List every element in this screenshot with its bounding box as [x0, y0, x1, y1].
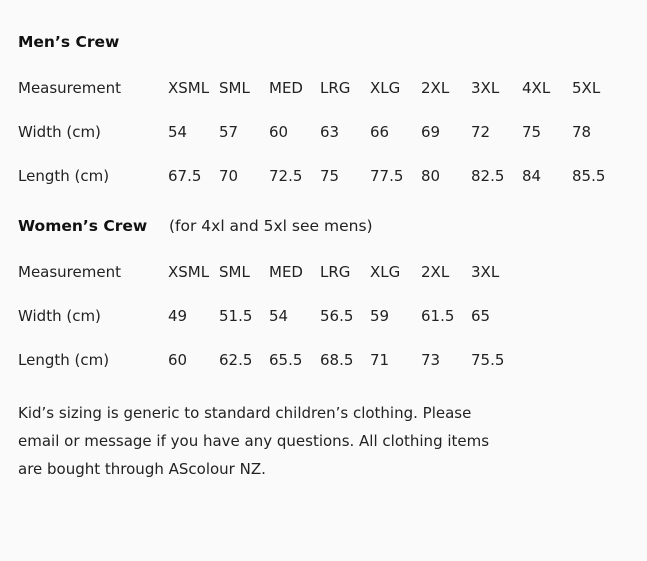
value-cell: 70: [219, 167, 239, 185]
value-cell: 71: [370, 351, 390, 369]
value-cell: 78: [572, 123, 592, 141]
value-cell: 54: [168, 123, 188, 141]
size-cell: 4XL: [522, 79, 551, 97]
mens-crew-heading: Men’s Crew: [18, 33, 120, 51]
value-cell: 72: [471, 123, 491, 141]
value-cell: 60: [269, 123, 289, 141]
paragraph-line: email or message if you have any questions. All clothing items: [18, 432, 490, 450]
value-cell: 57: [219, 123, 239, 141]
value-cell: 75.5: [471, 351, 505, 369]
value-cell: 62.5: [219, 351, 253, 369]
value-cell: 82.5: [471, 167, 505, 185]
womens-size-note: (for 4xl and 5xl see mens): [169, 217, 373, 235]
size-cell: MED: [269, 263, 303, 281]
womens-crew-heading: Women’s Crew: [18, 217, 148, 235]
value-cell: 51.5: [219, 307, 253, 325]
row-label: Width (cm): [18, 307, 101, 325]
value-cell: 75: [320, 167, 340, 185]
paragraph-line: Kid’s sizing is generic to standard children’s clothing. Please: [18, 404, 472, 422]
value-cell: 54: [269, 307, 289, 325]
value-cell: 80: [421, 167, 441, 185]
size-cell: 5XL: [572, 79, 601, 97]
value-cell: 72.5: [269, 167, 303, 185]
row-label: Measurement: [18, 263, 121, 281]
size-cell: XSML: [168, 79, 210, 97]
value-cell: 60: [168, 351, 188, 369]
size-cell: 3XL: [471, 79, 500, 97]
size-cell: 3XL: [471, 263, 500, 281]
value-cell: 68.5: [320, 351, 354, 369]
value-cell: 49: [168, 307, 188, 325]
size-cell: XLG: [370, 79, 401, 97]
value-cell: 69: [421, 123, 441, 141]
value-cell: 56.5: [320, 307, 354, 325]
value-cell: 66: [370, 123, 390, 141]
size-cell: XSML: [168, 263, 210, 281]
value-cell: 63: [320, 123, 340, 141]
value-cell: 77.5: [370, 167, 404, 185]
size-cell: 2XL: [421, 79, 450, 97]
size-cell: SML: [219, 79, 250, 97]
size-cell: MED: [269, 79, 303, 97]
row-label: Length (cm): [18, 351, 110, 369]
row-label: Width (cm): [18, 123, 101, 141]
size-cell: LRG: [320, 79, 351, 97]
value-cell: 59: [370, 307, 390, 325]
value-cell: 67.5: [168, 167, 202, 185]
value-cell: 65: [471, 307, 491, 325]
row-label: Length (cm): [18, 167, 110, 185]
value-cell: 75: [522, 123, 542, 141]
value-cell: 65.5: [269, 351, 303, 369]
row-label: Measurement: [18, 79, 121, 97]
paragraph-line: are bought through AScolour NZ.: [18, 460, 266, 478]
value-cell: 73: [421, 351, 441, 369]
size-cell: 2XL: [421, 263, 450, 281]
size-cell: LRG: [320, 263, 351, 281]
value-cell: 85.5: [572, 167, 606, 185]
size-cell: XLG: [370, 263, 401, 281]
size-cell: SML: [219, 263, 250, 281]
value-cell: 61.5: [421, 307, 455, 325]
kids-sizing-paragraph: [18, 399, 518, 483]
value-cell: 84: [522, 167, 542, 185]
